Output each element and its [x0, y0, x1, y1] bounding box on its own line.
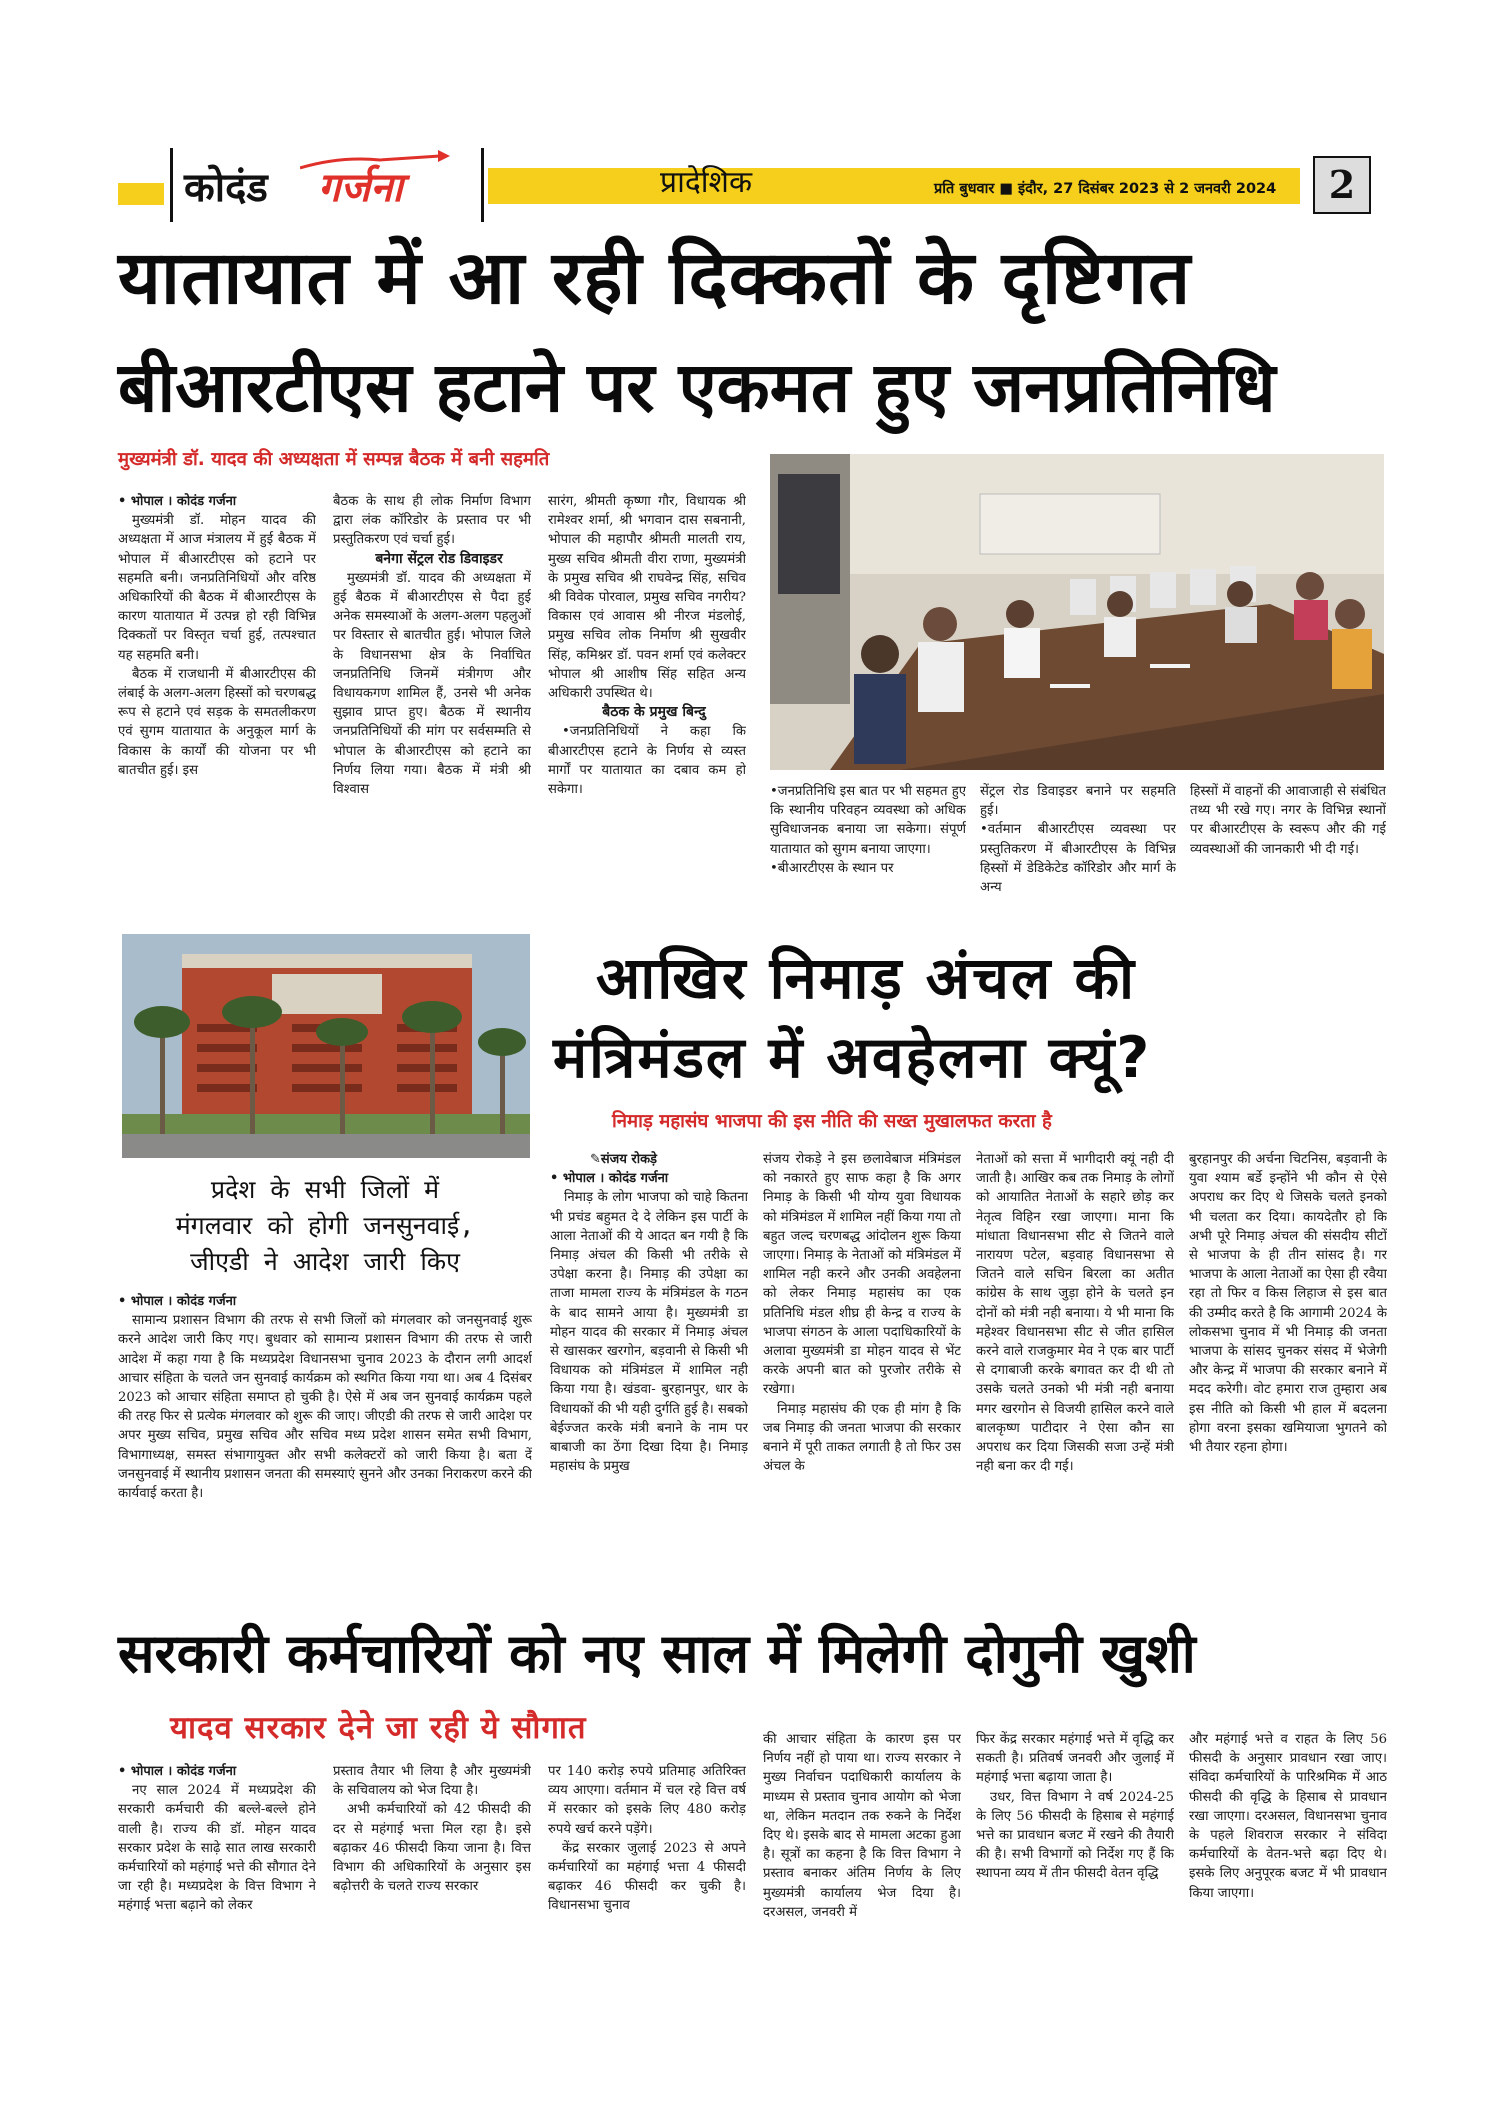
story4-col3-text: पर 140 करोड़ रुपये प्रतिमाह अतिरिक्त व्यय आएगा। वर्तमान में चल रहे वित्त वर्ष में सरकार को इसके लिए 480 करोड़ रुपये खर्च करने पड़ेंगे। [548, 1764, 746, 1837]
story1-col6 [1190, 782, 1386, 902]
story1-col5 [980, 782, 1176, 902]
story4-headline: सरकारी कर्मचारियों को नए साल में मिलेगी दोगुनी खुशी [118, 1622, 1196, 1685]
story3-col4-text: बुरहानपुर की अर्चना चिटनिस, बड़वानी के युवा श्याम बर्डे इन्होंने भी कौन से ऐसे अपराध कर दिए थे जिसके चलते इनको भी चलता कर दिया। कायदेतौर हो कि अभी पूरे निमाड़ अंचल की संसदीय सीटों से भाजपा के ही तीन सांसद है। गर भाजपा के आला नेताओं का ऐसा ही रवैया रहा तो फिर व किस लिहाज से इस बात की उम्मीद करते है कि आगामी 2024 के लोकसभा चुनाव में भी निमाड़ की जनता भाजपा के सांसद चुनकर संसद में भेजेगी और केन्द्र में भाजपा की सरकार बनाने में मदद करेगी। वोट हमारा राज तुम्हारा अब इस नीति को किसी भी हाल में बदलना होगा वरना इसका खमियाजा भुगतने को भी तैयार रहना होगा। [1189, 1152, 1387, 1456]
story2-headline-line2: मंगलवार को होगी जनसुनवाई, [175, 1211, 475, 1240]
story3-author: ✎संजय रोकड़े [590, 1152, 658, 1167]
story1-col6-para1: हिस्सों में वाहनों की आवाजाही से संबंधित तथ्य भी रखे गए। नगर के विभिन्न स्थानों पर बीआरटीएस के स्वरूप और की गई व्यवस्थाओं की जानकारी भी दी गई। [1190, 784, 1386, 857]
story1-col3-para2: •जनप्रतिनिधियों ने कहा कि बीआरटीएस हटाने के निर्णय से व्यस्त मार्गों पर यातायात का दबाव कम हो सकेगा। [548, 724, 746, 798]
masthead-divider [170, 148, 173, 222]
story3-headline-line2: मंत्रिमंडल में अवहेलना क्यूं? [553, 1025, 1152, 1091]
story3-col1 [550, 1150, 748, 1598]
meeting-photo [770, 454, 1384, 770]
page-number-box: 2 [1313, 156, 1371, 214]
story2-headline [118, 1172, 532, 1280]
story4-col2-text-b: अभी कर्मचारियों को 42 फीसदी की दर से महंगाई भत्ता मिल रहा है। इसे बढ़ाकर 46 फीसदी किया जाना है। वित्त विभाग की अधिकारियों के अनुसार इस बढ़ोत्तरी के चलते राज्य सरकार [333, 1802, 531, 1895]
story2-headline-line1: प्रदेश के सभी जिलों में [210, 1175, 440, 1204]
story4-deck: यादव सरकार देने जा रही ये सौगात [170, 1710, 587, 1746]
story1-col2-para1: बैठक के साथ ही लोक निर्माण विभाग द्वारा लंक कॉरिडोर के प्रस्ताव पर भी प्रस्तुतिकरण एवं चर्चा हुई। [333, 494, 531, 548]
story3-headline-line1: आखिर निमाड़ अंचल की [596, 944, 1137, 1012]
dateline: प्रति बुधवार ■ इंदौर, 27 दिसंबर 2023 से 2 जनवरी 2024 [934, 181, 1277, 197]
masthead-left-band [118, 183, 164, 205]
story1-col3-subhead: बैठक के प्रमुख बिन्दु [602, 704, 706, 721]
story4-col5-text: फिर केंद्र सरकार महंगाई भत्ते में वृद्धि कर सकती है। प्रतिवर्ष जनवरी और जुलाई में महंगाई भत्ता बढ़ाया जाता है। [976, 1732, 1174, 1786]
building-photo [122, 934, 530, 1158]
story1-col1 [118, 492, 316, 902]
story4-col6 [1189, 1730, 1387, 1992]
story1-col2-para2: मुख्यमंत्री डॉ. यादव की अध्यक्षता में हुई बैठक में बीआरटीएस से पैदा हुई अनेक समस्याओं के अलग-अलग पहलुओं पर विस्तार से बातचीत हुई। भोपाल जिले के विधानसभा क्षेत्र के निर्वाचित जनप्रतिनिधि जिनमें मंत्रीगण और विधायकगण शामिल हैं, उनसे भी अनेक सुझाव प्राप्त हुए। बैठक में स्थानीय जनप्रतिनिधियों की मांग पर सर्वसम्मति से भोपाल के बीआरटीएस को हटाने का निर्णय लिया गया। बैठक में मंत्री श्री विश्वास [333, 570, 531, 798]
story1-deck: मुख्यमंत्री डॉ. यादव की अध्यक्षता में सम्पन्न बैठक में बनी सहमति [118, 449, 550, 470]
story4-col3 [548, 1762, 746, 1992]
story1-col3-para1: सारंग, श्रीमती कृष्णा गौर, विधायक श्री रामेश्वर शर्मा, श्री भगवान दास सबनानी, भोपाल की महापौर श्रीमती मालती राय, मुख्य सचिव श्रीमती वीरा राणा, मुख्यमंत्री के प्रमुख सचिव श्री राघवेन्द्र सिंह, सचिव श्री विवेक पोरवाल, प्रमुख सचिव नगरीय? विकास एवं आवास श्री नीरज मंडलोई, प्रमुख सचिव लोक निर्माण श्री सुखवीर सिंह, कमिश्नर डॉ. पवन शर्मा एवं कलेक्टर भोपाल श्री आशीष सिंह सहित अन्य अधिकारी उपस्थित थे। [548, 494, 746, 702]
story3-col3-text: नेताओं को सत्ता में भागीदारी क्यूं नही दी जाती है। आखिर कब तक निमाड़ के लोगों को आयातित नेताओं के सहारे छोड़ कर नेतृत्व विहिन रखा जाएगा। माना कि मांधाता विधानसभा सीट से जितने वाले नारायण पटेल, बड़वाह विधानसभा से जितने वाले सचिन बिरला का अतीत कांग्रेस के साथ जुड़ा होने के चलते इन दोनों को मंत्री नही बनाया। ये भी माना कि महेश्वर विधानसभा सीट से जीत हासिल करने वाले राजकुमार मेव ने एक बार पार्टी से दगाबाजी करके बगावत कर दी थी तो उसके चलते उनको भी मंत्री नही बनाया मगर खरगोन से विजयी हासिल करने वाले बालकृष्ण पाटीदार ने ऐसा कौन सा अपराध कर दिया जिसकी सजा उन्हें मंत्री नही बना कर दी गई। [976, 1152, 1174, 1475]
building-photo-illustration [122, 934, 530, 1158]
logo-right-text: गर्जना [318, 165, 403, 211]
logo-left-text: कोदंड [184, 165, 268, 211]
story3-col2-text-b: निमाड़ महासंघ की एक ही मांग है कि जब निमाड़ की जनता भाजपा की सरकार बनाने में पूरी ताकत लगाती है तो फिर उस अंचल के [763, 1401, 961, 1475]
story4-col4 [763, 1730, 961, 1992]
story4-col2 [333, 1762, 531, 1992]
story4-col6-text: और महंगाई भत्ते व राहत के लिए 56 फीसदी के अनुसार प्रावधान रखा जाए। संविदा कर्मचारियों के पारिश्रमिक में आठ फीसदी की वृद्धि के हिसाब से प्रावधान रखा जाएगा। दरअसल, विधानसभा चुनाव के पहले शिवराज सरकार ने संविदा कर्मचारियों के वेतन-भत्ते बढ़ा दिए थे। इसके लिए अनुपूरक बजट में भी प्रावधान किया जाएगा। [1189, 1732, 1387, 1901]
story4-col4-text: की आचार संहिता के कारण इस पर निर्णय नहीं हो पाया था। राज्य सरकार ने मुख्य निर्वाचन पदाधिकारी कार्यालय के माध्यम से प्रस्ताव चुनाव आयोग को भेजा था, लेकिन मतदान तक रुकने के निर्देश दिए थे। इसके बाद से मामला अटका हुआ है। सूत्रों का कहना है कि वित्त विभाग ने प्रस्ताव बनाकर अंतिम निर्णय के लिए मुख्यमंत्री कार्यालय भेज दिया है। दरअसल, जनवरी में [763, 1732, 961, 1920]
story4-col1-text: नए साल 2024 में मध्यप्रदेश की सरकारी कर्मचारी की बल्ले-बल्ले होने वाली है। राज्य की डॉ. मोहन यादव सरकार प्रदेश के साढ़े सात लाख सरकारी कर्मचारियों को महंगाई भत्ते की सौगात देने जा रही है। मध्यप्रदेश के वित्त विभाग ने महंगाई भत्ता बढ़ाने को लेकर [118, 1783, 316, 1914]
story1-headline-line1: यातायात में आ रही दिक्कतों के दृष्टिगत [118, 235, 1192, 321]
story4-col2-text: प्रस्ताव तैयार भी लिया है और मुख्यमंत्री के सचिवालय को भेज दिया है। [333, 1764, 531, 1799]
section-label: प्रादेशिक [660, 165, 752, 200]
story2-body-text: सामान्य प्रशासन विभाग की तरफ से सभी जिलों को मंगलवार को जनसुनवाई शुरू करने आदेश जारी किए गए। बुधवार को सामान्य प्रशासन विभाग की तरफ से जारी आदेश में कहा गया है कि मध्यप्रदेश विधानसभा चुनाव 2023 के दौरान लगी आदर्श आचार संहिता के चलते जन सुनवाई कार्यक्रम को स्थगित किया गया था। अब 4 दिसंबर 2023 को आचार संहिता समाप्त हो चुकी है। ऐसे में अब जन सुनवाई कार्यक्रम पहले की तरह फिर से प्रत्येक मंगलवार को शुरू की जाए। जीएडी की तरफ से जारी आदेश पर अपर मुख्य सचिव, प्रमुख सचिव और सचिव मध्य प्रदेश शासन समेत सभी विभाग, विभागाध्यक्ष, समस्त संभागायुक्त और सभी कलेक्टरों को जारी किया है। बता दें जनसुनवाई में स्थानीय प्रशासन जनता की समस्याएं सुनने और उनका निराकरण करने की कार्यवाई करता है। [118, 1313, 532, 1502]
story3-deck: निमाड़ महासंघ भाजपा की इस नीति की सख्त मुखालफत करता है [612, 1111, 1052, 1132]
story1-col2-subhead: बनेगा सेंट्रल रोड डिवाइडर [375, 550, 503, 567]
story4-col5 [976, 1730, 1174, 1992]
story1-col4 [770, 782, 966, 902]
masthead-divider-2 [481, 148, 484, 222]
story1-col3 [548, 492, 746, 902]
story3-col1-text: निमाड़ के लोग भाजपा को चाहे कितना भी प्रचंड बहुमत दे दे लेकिन इस पार्टी के आला नेताओं की ये आदत बन गयी है कि निमाड़ अंचल की किसी भी तरीके से उपेक्षा करना है। निमाड़ की उपेक्षा का ताजा मामला राज्य के मंत्रिमंडल के गठन के बाद सामने आया है। मुख्यमंत्री डा मोहन यादव की सरकार में निमाड़ अंचल से खासकर खरगोन, बड़वानी से किसी भी विधायक को मंत्रिमंडल में शामिल नही किया गया है। खंडवा- बुरहानपुर, धार के विधायकों की भी यही दुर्गति हुई है। सबको बेईज्जत करके मंत्री बनाने के नाम पर बाबाजी का ठेंगा दिखा दिया है। निमाड़ महासंघ के प्रमुख [550, 1190, 748, 1475]
story2-body [118, 1292, 532, 1596]
story3-col2-text: संजय रोकड़े ने इस छलावेबाज मंत्रिमंडल को नकारते हुए साफ कहा है कि अगर निमाड़ के किसी भी योग्य युवा विधायक को मंत्रिमंडल में शामिल नहीं किया गया तो बहुत जल्द चरणबद्ध आंदोलन शुरू किया जाएगा। निमाड़ के नेताओं को मंत्रिमंडल में शामिल नही करने और उनकी अवहेलना को लेकर निमाड़ महासंघ का एक प्रतिनिधि मंडल शीघ्र ही केन्द्र व राज्य के भाजपा संगठन के आला पदाधिकारियों के अलावा मुख्यमंत्री डा मोहन यादव से भेंट करके अपनी बात को पुरजोर तरीके से रखेगा। [763, 1152, 961, 1398]
story1-byline: • भोपाल । कोदंड गर्जना [118, 494, 237, 509]
story1-col4-para2: •बीआरटीएस के स्थान पर [770, 860, 894, 876]
meeting-photo-illustration [770, 454, 1384, 770]
story1-col1-para1: मुख्यमंत्री डॉ. मोहन यादव की अध्यक्षता में आज मंत्रालय में हुई बैठक में भोपाल में बीआरटीएस को हटाने पर सहमति बनी। जनप्रतिनिधियों और वरिष्ठ अधिकारियों की बैठक में बीआरटीएस के कारण यातायात में उत्पन्न हो रही विभिन्न दिक्कतों पर विस्तृत चर्चा हुई, तत्पश्चात यह सहमति बनी। [118, 513, 316, 663]
story1-col4-para1: •जनप्रतिनिधि इस बात पर भी सहमत हुए कि स्थानीय परिवहन व्यवस्था को अधिक सुविधाजनक बनाया जा सकेगा। संपूर्ण यातायात को सुगम बनाया जाएगा। [770, 784, 966, 857]
story1-col5-para1: सेंट्रल रोड डिवाइडर बनाने पर सहमति हुई। [980, 784, 1176, 819]
logo [180, 150, 480, 220]
story1-col5-para2: •वर्तमान बीआरटीएस व्यवस्था पर प्रस्तुतिकरण में बीआरटीएस के विभिन्न हिस्सों में डेडिकेटेड कॉरिडोर और मार्ग के अन्य [980, 822, 1176, 896]
story1-col1-para2: बैठक में राजधानी में बीआरटीएस की लंबाई के अलग-अलग हिस्सों को चरणबद्ध रूप से हटाने एवं सड़क के समतलीकरण एवं सुगम यातायात के अनुकूल मार्ग के विकास के कार्यों की योजना पर भी बातचीत हुई। इस [118, 666, 316, 778]
story1-col2 [333, 492, 531, 902]
story3-col3 [976, 1150, 1174, 1598]
story2-headline-line3: जीएडी ने आदेश जारी किए [190, 1247, 460, 1276]
story3-byline: • भोपाल । कोदंड गर्जना [550, 1171, 669, 1187]
story3-col4 [1189, 1150, 1387, 1598]
arrow-icon [300, 150, 450, 174]
story3-col2 [763, 1150, 961, 1598]
story4-col3-text-b: केंद्र सरकार जुलाई 2023 से अपने कर्मचारियों का महंगाई भत्ता 4 फीसदी बढ़ाकर 46 फीसदी कर चुकी है। विधानसभा चुनाव [548, 1840, 746, 1914]
story4-col1 [118, 1762, 316, 1992]
story4-byline: • भोपाल । कोदंड गर्जना [118, 1764, 237, 1779]
story2-byline: • भोपाल । कोदंड गर्जना [118, 1294, 237, 1309]
story4-col5-text-b: उधर, वित्त विभाग ने वर्ष 2024-25 के लिए 56 फीसदी के हिसाब से महंगाई भत्ते का प्रावधान बजट में रखने की तैयारी की है। सभी विभागों को निर्देश गए हैं कि स्थापना व्यय में तीन फीसदी वेतन वृद्धि [976, 1789, 1174, 1882]
story1-headline-line2: बीआरटीएस हटाने पर एकमत हुए जनप्रतिनिधि [118, 348, 1276, 428]
